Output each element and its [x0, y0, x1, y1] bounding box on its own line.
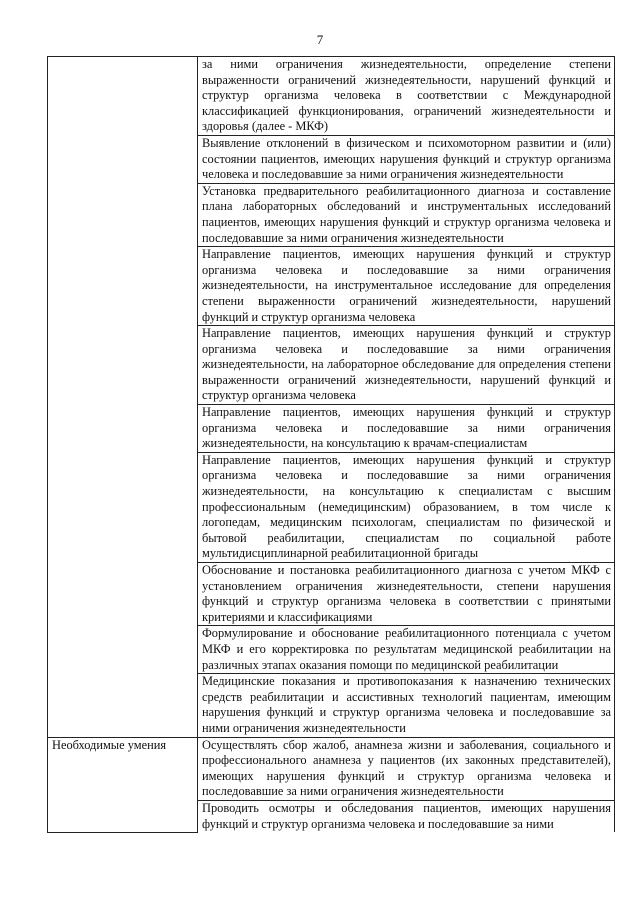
row-content-cell	[198, 135, 615, 183]
row-content-cell	[198, 737, 615, 800]
row-label: Необходимые умения	[52, 737, 167, 752]
row-content-cell	[198, 626, 615, 674]
table-row	[48, 737, 615, 800]
row-text: Проводить осмотры и обследования пациентов, имеющих нарушения функций и структур организма человека и последовавшие за ними	[202, 800, 611, 831]
table-row	[48, 57, 615, 136]
row-content-cell	[198, 405, 615, 453]
row-label-cell	[48, 57, 198, 738]
row-content-cell	[198, 247, 615, 326]
row-text: за ними ограничения жизнедеятельности, определение степени выраженности ограничений жизнедеятельности, нарушений функций и структур организма человека в соответствии с Международной классификацией функционирования, ограничений жизнедеятельности и здоровья (далее - МКФ)	[202, 57, 611, 134]
row-text: Направление пациентов, имеющих нарушения функций и структур организма человека и последовавшие за ними ограничения жизнедеятельности, на консультацию к врачам-специалистам	[202, 405, 611, 451]
row-text: Медицинские показания и противопоказания к назначению технических средств реабилитации и ассистивных технологий пациентам, имеющим нарушения функций и структур организма человека и последовавшие за ними ограничения жизнедеятельности	[202, 674, 611, 735]
row-content-cell	[198, 800, 615, 832]
row-text: Осуществлять сбор жалоб, анамнеза жизни и заболевания, социального и профессионального анамнеза у пациентов (их законных представителей), имеющих нарушения функций и структур организма человека и последовавшие за ними ограничения жизнедеятельности	[202, 737, 611, 799]
row-text: Формулирование и обоснование реабилитационного потенциала с учетом МКФ и его корректировка по результатам медицинской реабилитации на различных этапах оказания помощи по медицинской реабилитации	[202, 626, 611, 672]
row-text: Установка предварительного реабилитационного диагноза и составление плана лабораторных обследований и инструментальных исследований пациентов, имеющих нарушения функций и структур организма человека и последовавшие за ними ограничения жизнедеятельности	[202, 183, 611, 245]
row-text: Обоснование и постановка реабилитационного диагноза с учетом МКФ с установлением ограничения жизнедеятельности, степени нарушения функций и структур организма человека в соответствии с принятыми критериями и классификациями	[202, 563, 611, 624]
row-text: Направление пациентов, имеющих нарушения функций и структур организма человека и последовавшие за ними ограничения жизнедеятельности, на лабораторное обследование для определения степени выраженности ограничений жизнедеятельности, нарушений функций и структур организма человека	[202, 326, 611, 403]
page-number: 7	[316, 32, 324, 47]
row-content-cell	[198, 183, 615, 246]
row-text: Направление пациентов, имеющих нарушения функций и структур организма человека и последовавшие за ними ограничения жизнедеятельности, на инструментальное исследование для определения степени выраженности ограничений жизнедеятельности, нарушений функций и структур организма человека	[202, 247, 611, 324]
row-content-cell	[198, 326, 615, 405]
row-content-cell	[198, 563, 615, 626]
row-label-cell	[48, 737, 198, 832]
competency-table	[47, 56, 615, 833]
row-text: Выявление отклонений в физическом и психомоторном развитии и (или) состоянии пациентов, имеющих нарушения функций и структур организма человека и последовавшие за ними ограничения жизнедеятельности	[202, 135, 611, 182]
row-content-cell	[198, 674, 615, 737]
row-text: Направление пациентов, имеющих нарушения функций и структур организма человека и последовавшие за ними ограничения жизнедеятельности, на консультацию к специалистам с высшим профессиональным (немедицинским) образованием, в том числе к логопедам, медицинским психологам, специалистам по физической и бытовой реабилитации, специалистам по социальной работе мультидисциплинарной реабилитационной бригады	[202, 452, 611, 561]
row-content-cell	[198, 57, 615, 136]
row-content-cell	[198, 452, 615, 562]
